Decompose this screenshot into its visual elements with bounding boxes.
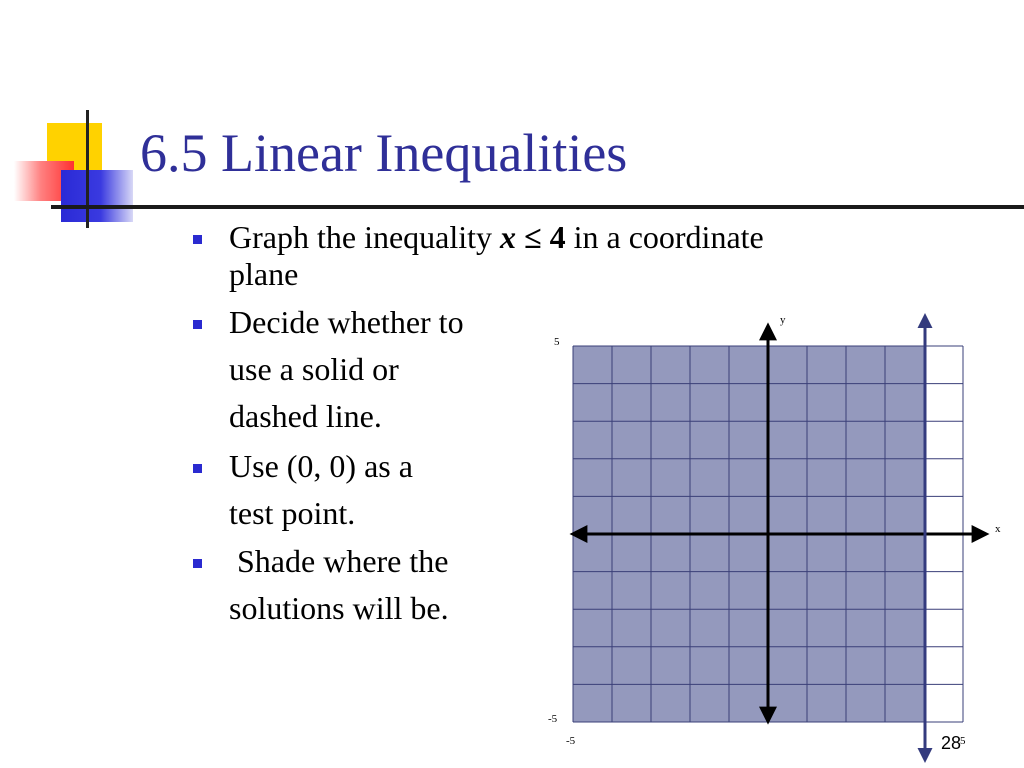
bullet-1-line-2: plane (229, 256, 299, 292)
bullet-1-variable: x (500, 219, 517, 255)
x-axis-label: x (995, 523, 1001, 535)
bullet-1-text: Graph the inequality (229, 219, 501, 255)
slide-title: 6.5 Linear Inequalities (140, 123, 628, 183)
bullet-1-text-end: in a coordinate (565, 219, 764, 255)
bullet-4-line-1: Shade where the (229, 543, 449, 579)
bullet-3-line-2: test point. (229, 495, 356, 531)
bullet-2-line-1: Decide whether to (229, 304, 464, 340)
y-axis-label: y (780, 314, 786, 326)
bullet-2-line-2: use a solid or (229, 351, 399, 387)
bullet-4-line-2: solutions will be. (229, 590, 449, 626)
y-min-tick-label: -5 (548, 713, 558, 725)
bullet-1-relation: ≤ 4 (516, 219, 566, 255)
x-max-tick-label: 5 (960, 735, 966, 747)
bullet-2-line-3: dashed line. (229, 398, 382, 434)
bullet-3-line-1: Use (0, 0) as a (229, 448, 413, 484)
y-max-tick-label: 5 (554, 336, 560, 348)
x-min-tick-label: -5 (566, 735, 576, 747)
slide-number: 28 (941, 733, 962, 753)
